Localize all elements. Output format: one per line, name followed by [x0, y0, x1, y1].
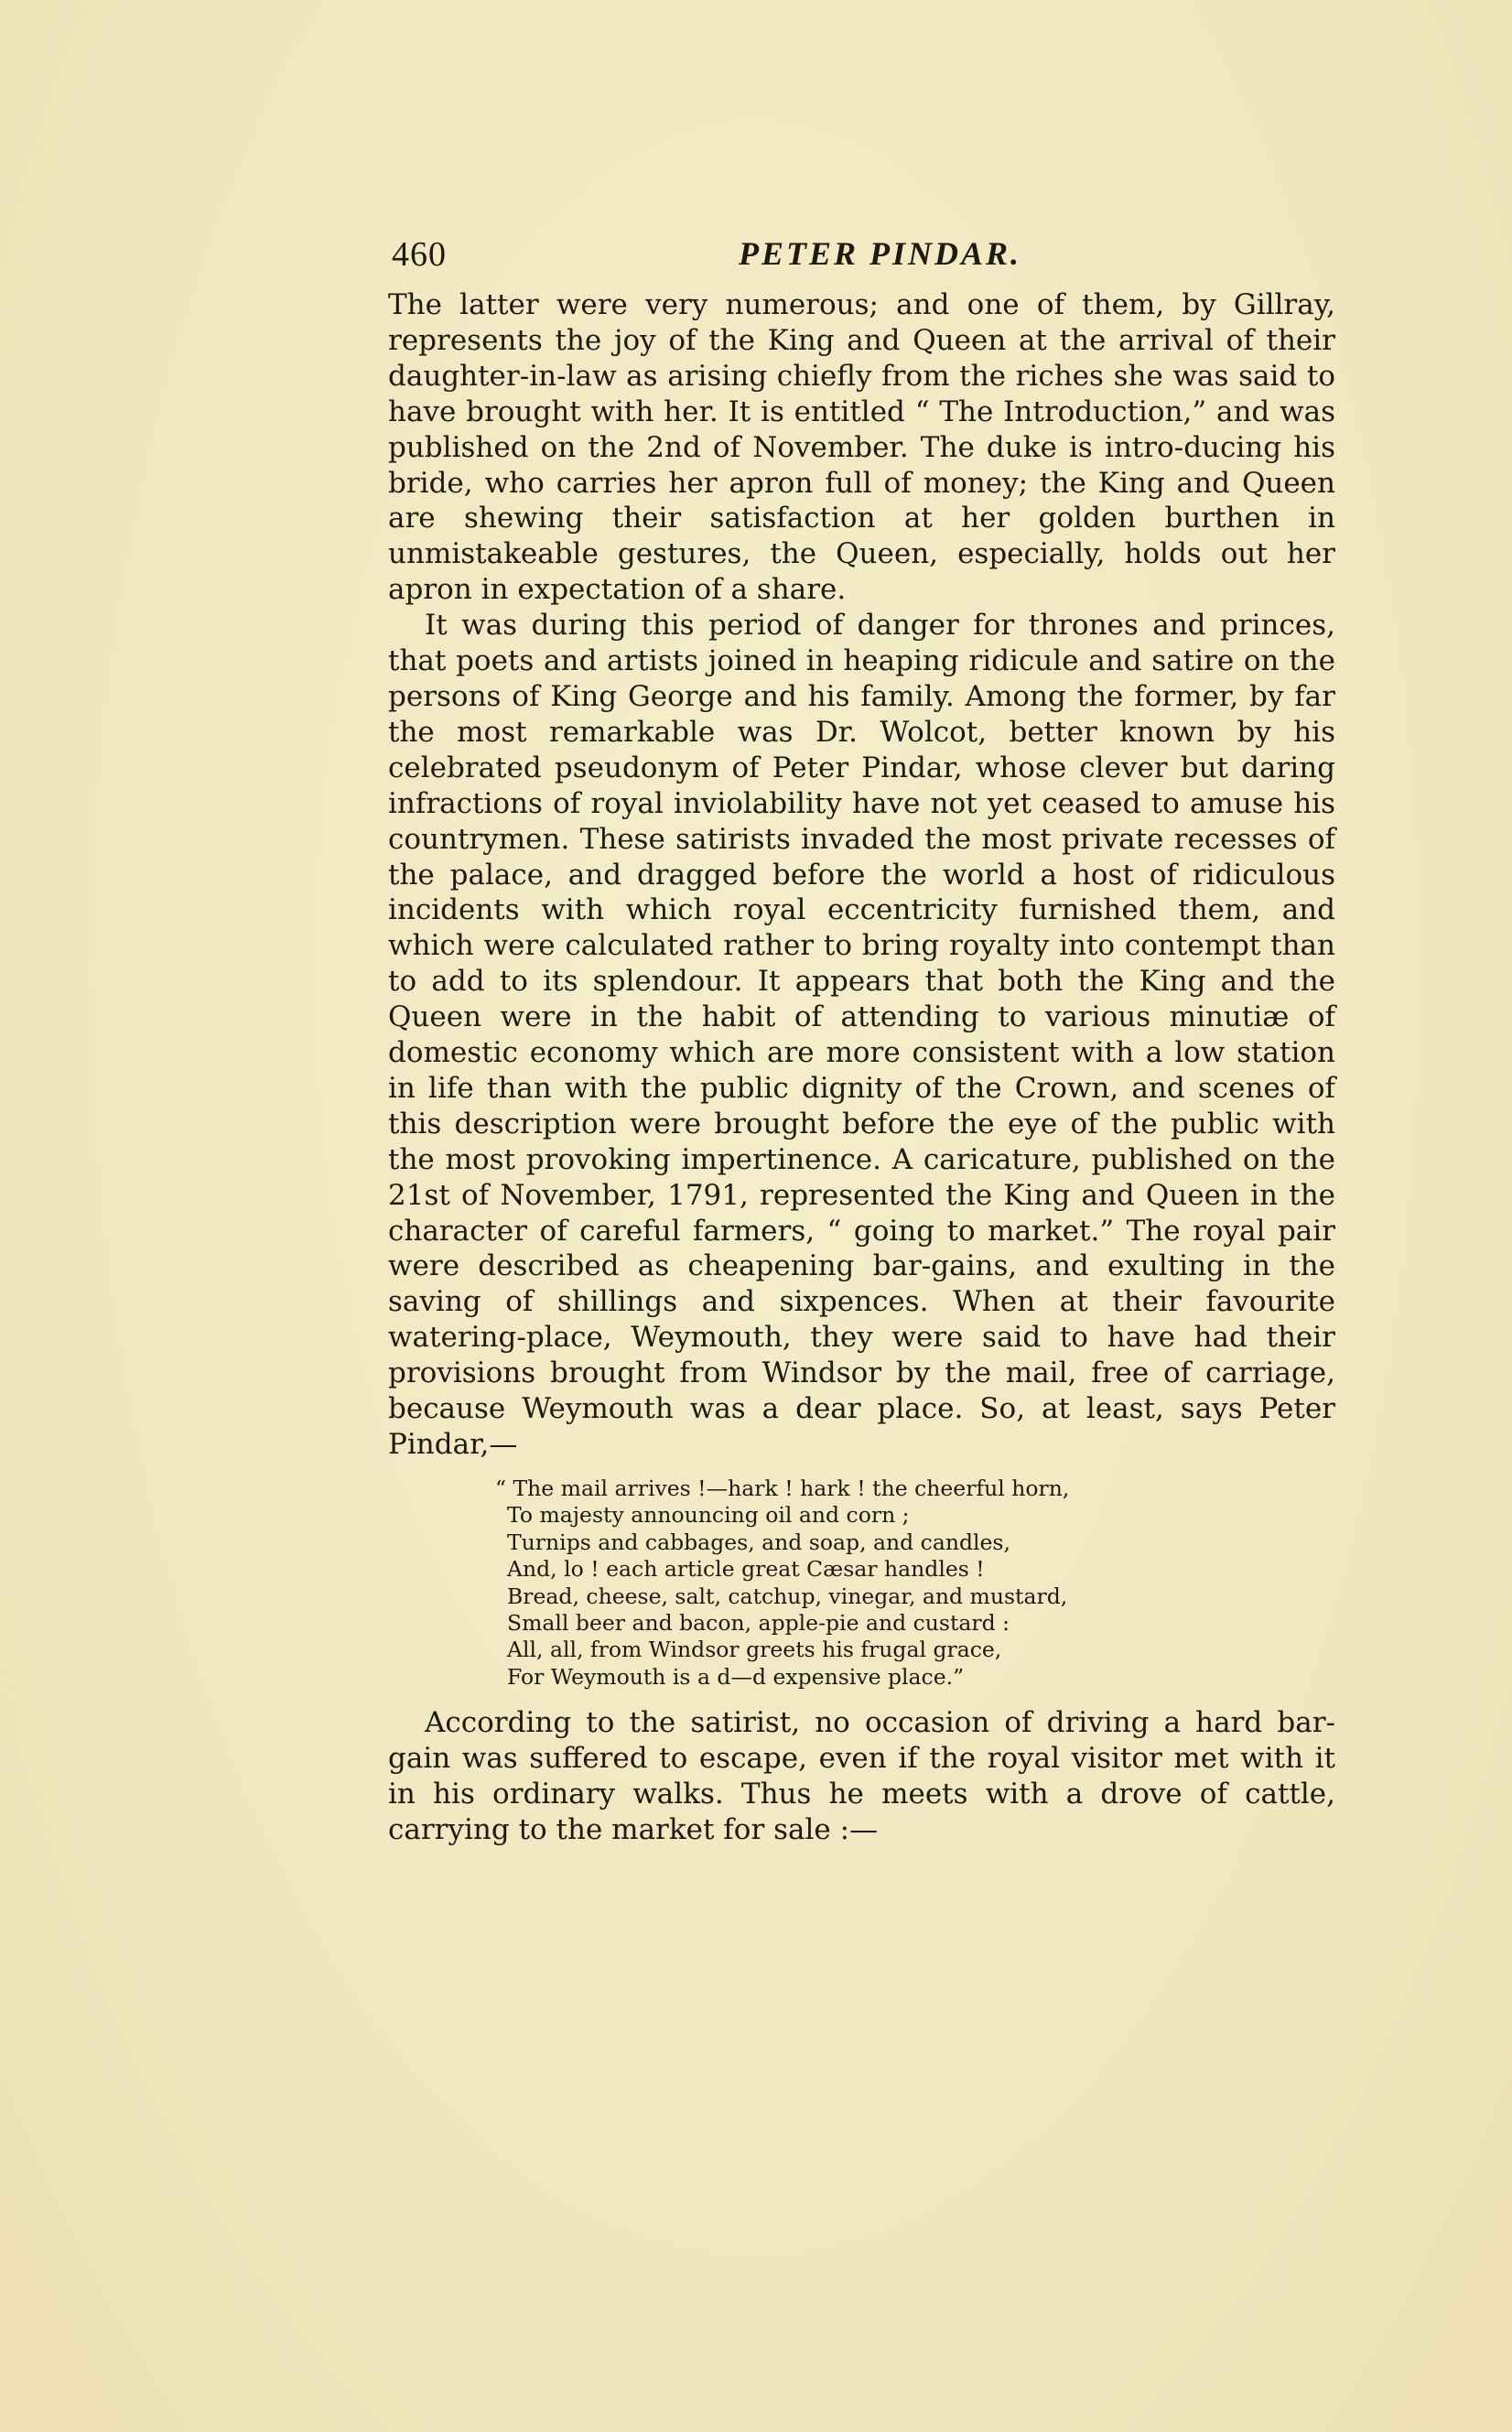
- poem-line: Turnips and cabbages, and soap, and candles,: [507, 1529, 1010, 1555]
- poem-line: All, all, from Windsor greets his frugal grace,: [507, 1637, 1002, 1663]
- poem-line: Bread, cheese, salt, catchup, vinegar, and mustard,: [507, 1583, 1068, 1609]
- paragraph-hard-bargain: According to the satirist, no occasion of driving a hard bar-gain was suffered to escape, even if the royal visitor met with it in his ordinary walks. Thus he meets with a drove of cattle, carrying to the market for sale :—: [388, 1706, 1335, 1846]
- poem-line: For Weymouth is a d—d expensive place.”: [507, 1663, 965, 1690]
- paragraph-satirists: It was during this period of danger for thrones and princes, that poets and artists joined in heaping ridicule and satire on the persons of King George and his family. Among the former, by far the most remarkable was Dr. Wolcot, better known by his celebrated pseudonym of Peter Pindar, whose clever but daring infractions of royal inviolability have not yet ceased to amuse his countrymen. These satirists invaded the most private recesses of the palace, and dragged before the world a host of ridiculous incidents with which royal eccentricity furnished them, and which were calculated rather to bring royalty into contempt than to add to its splendour. It appears that both the King and the Queen were in the habit of attending to various minutiæ of domestic economy which are more consistent with a low station in life than with the public dignity of the Crown, and scenes of this description were brought before the eye of the public with the most provoking impertinence. A caricature, published on the 21st of November, 1791, represented the King and Queen in the character of careful farmers, “ going to market.” The royal pair were described as cheapening bar-gains, and exulting in the saving of shillings and sixpences. When at their favourite watering-place, Weymouth, they were said to have had their provisions brought from Windsor by the mail, free of carriage, because Weymouth was a dear place. So, at least, says Peter Pindar,—: [388, 609, 1335, 1461]
- page-number: 460: [392, 235, 447, 274]
- text-block: [388, 235, 1335, 1848]
- paragraph-gillray-caricature: The latter were very numerous; and one of them, by Gillray, represents the joy of the King and Queen at the arrival of their daughter-in-law as arising chiefly from the riches she was said to have brought with her. It is entitled “ The Introduction,” and was published on the 2nd of November. The duke is intro-ducing his bride, who carries her apron full of money; the King and Queen are shewing their satisfaction at her golden burthen in unmistakeable gestures, the Queen, especially, holds out her apron in expectation of a share.: [388, 288, 1335, 607]
- poem-quotation: [388, 1475, 1335, 1691]
- poem-line: Small beer and bacon, apple-pie and custard :: [507, 1609, 1010, 1636]
- poem-line: And, lo ! each article great Cæsar handles !: [507, 1556, 985, 1583]
- running-head: [388, 235, 1335, 282]
- running-title: PETER PINDAR.: [738, 235, 1022, 272]
- poem-line: To majesty announcing oil and corn ;: [507, 1502, 910, 1529]
- poem-line: “ The mail arrives !—hark ! hark ! the cheerful horn,: [495, 1475, 1070, 1501]
